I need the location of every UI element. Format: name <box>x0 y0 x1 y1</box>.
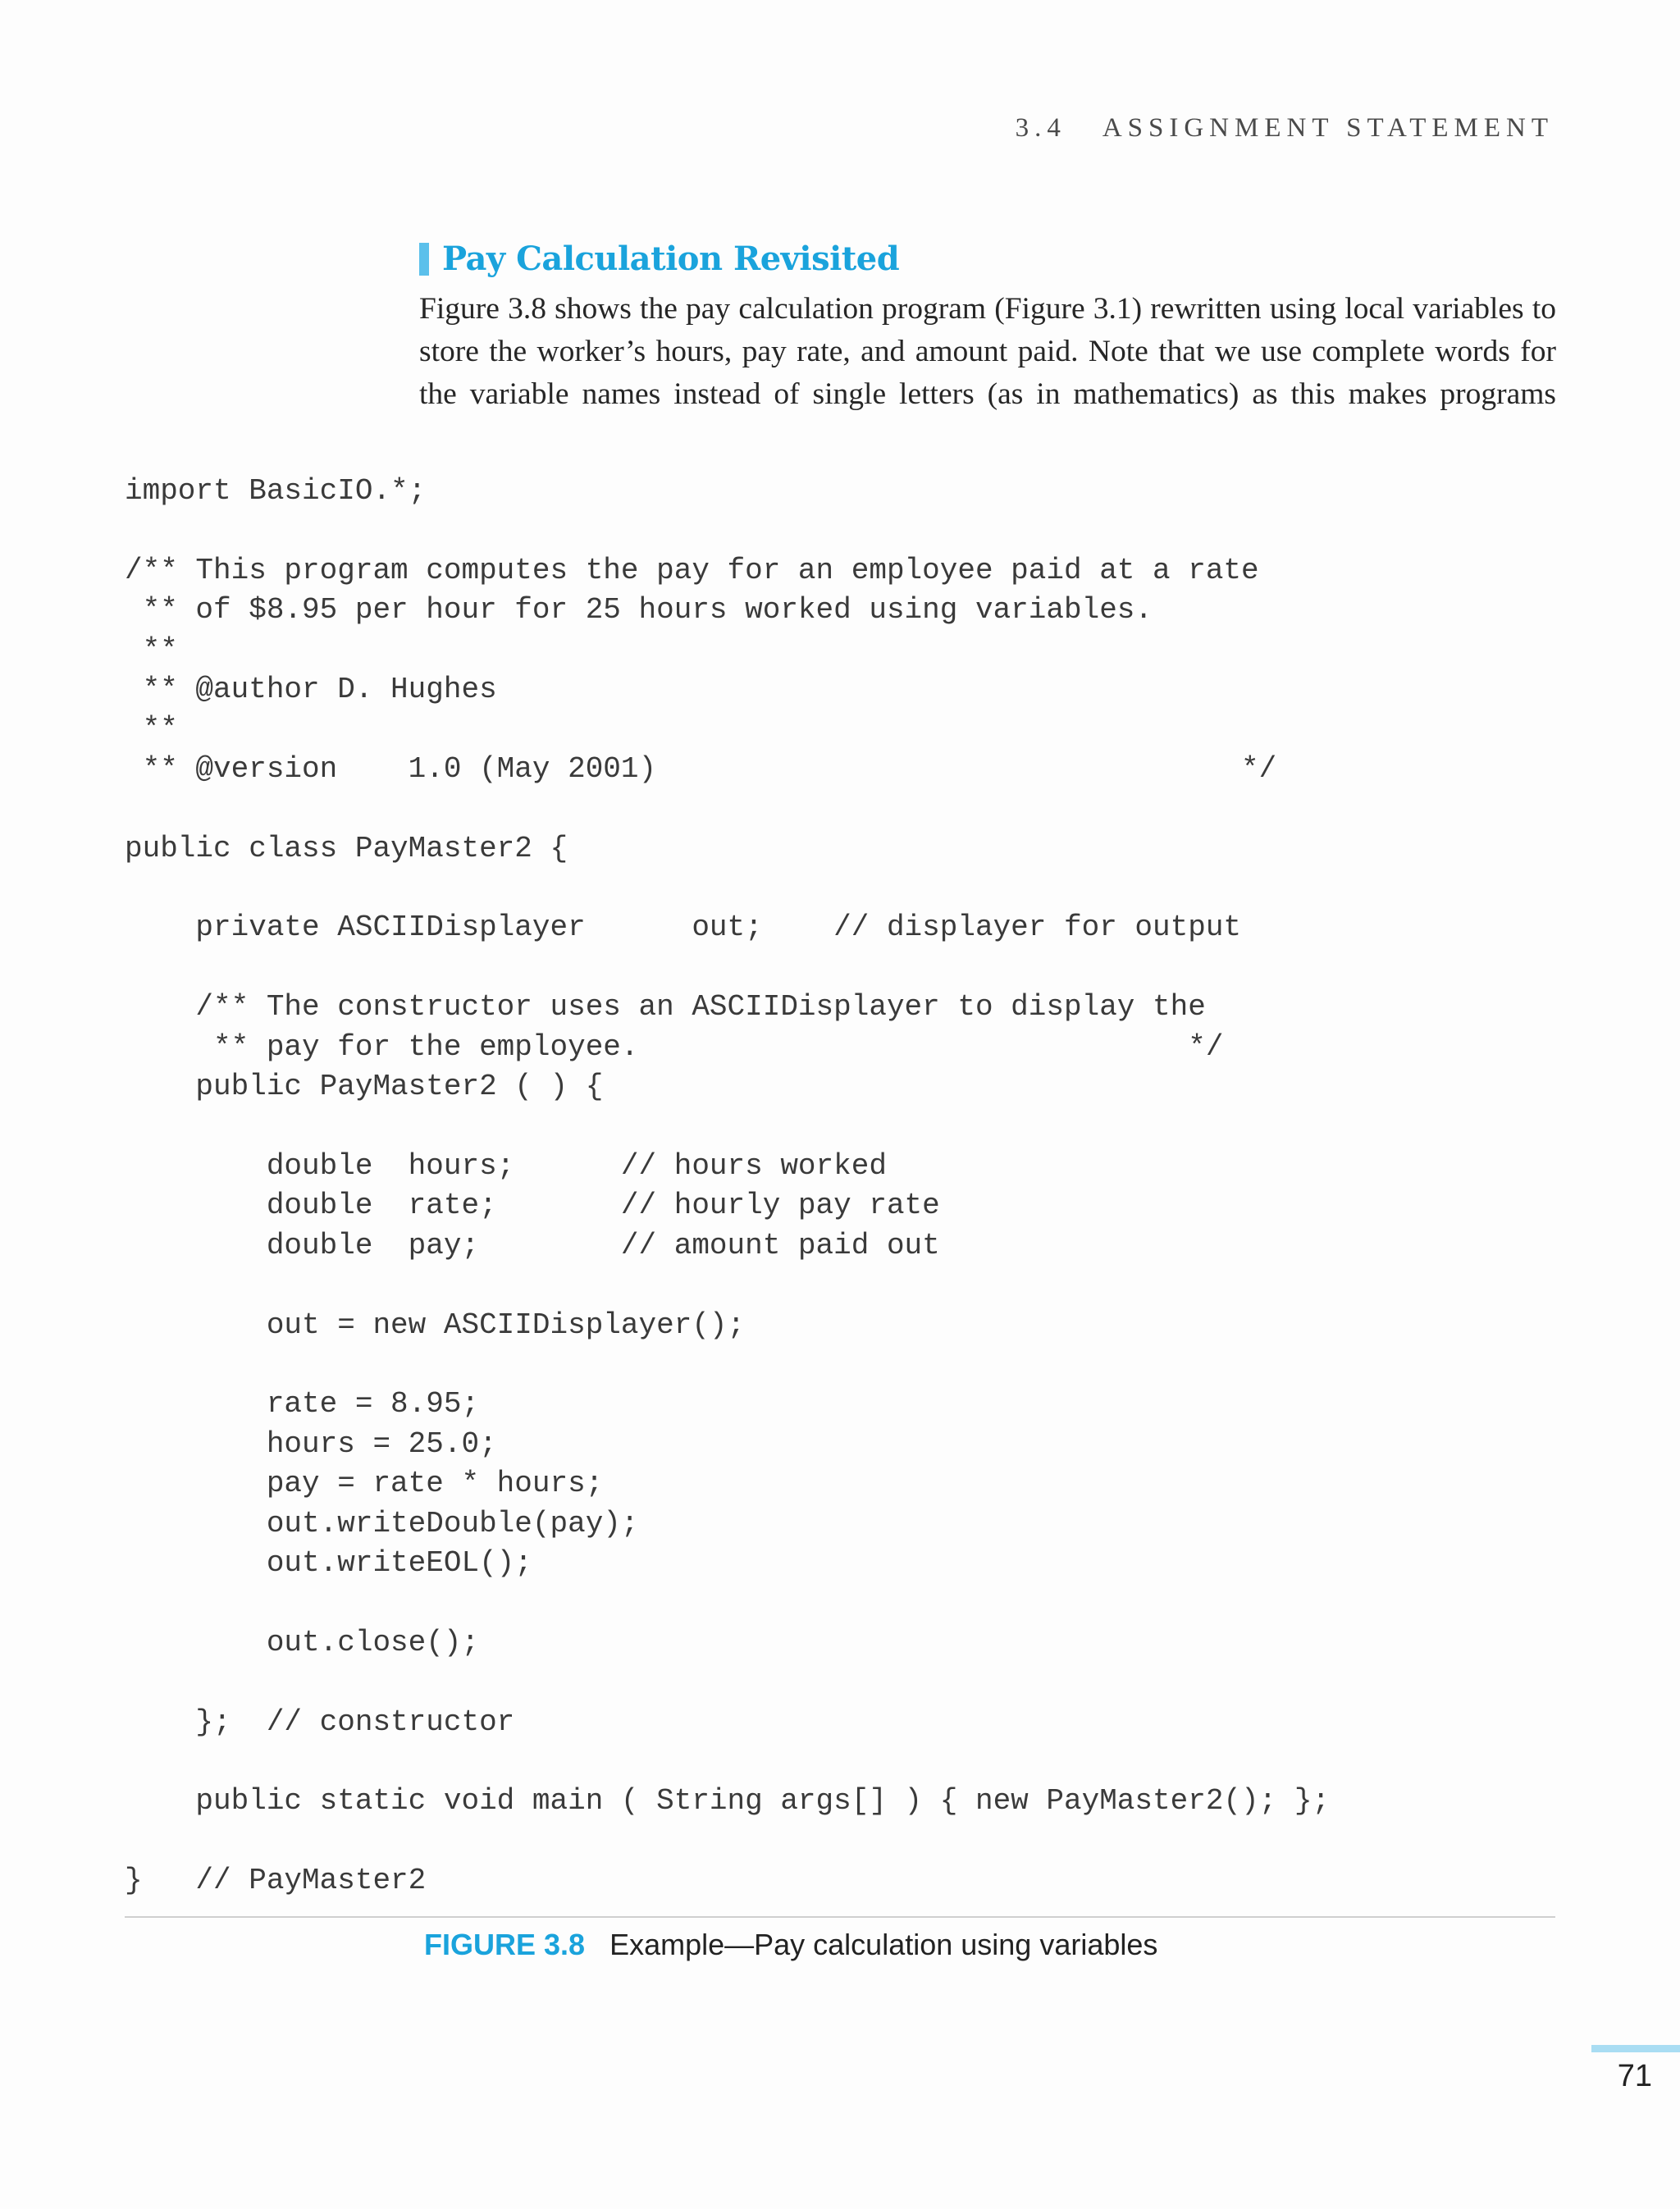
section-body-paragraph: Figure 3.8 shows the pay calculation program (Figure 3.1) rewritten using local variables to store the worker’s hours, pay rate, and amount paid. Note that we use complete words for the variable names instead of single letters (as in mathematics) as this makes programs <box>419 292 1556 411</box>
code-line: import BasicIO.*; <box>125 474 427 508</box>
running-head-section-number: 3.4 <box>1015 113 1066 143</box>
page-tab-marker <box>1591 2045 1680 2052</box>
code-line: out.close(); <box>125 1625 480 1659</box>
code-line: double hours; // hours worked <box>125 1148 887 1183</box>
figure-divider <box>125 1916 1555 1918</box>
running-head-section-title: ASSIGNMENT STATEMENT <box>1102 113 1554 143</box>
code-line: pay = rate * hours; <box>125 1467 604 1501</box>
heading-bar-marker <box>419 243 429 276</box>
figure-caption-text: Example—Pay calculation using variables <box>609 1928 1158 1961</box>
code-line: public static void main ( String args[] ) { new PayMaster2(); }; <box>125 1784 1331 1819</box>
page-number: 71 <box>1617 2059 1652 2093</box>
code-line: ** of $8.95 per hour for 25 hours worked using variables. <box>125 593 1153 628</box>
code-line: ** @version 1.0 (May 2001) */ <box>125 751 1277 786</box>
code-listing <box>125 472 1330 1901</box>
code-line: ** pay for the employee. */ <box>125 1029 1224 1064</box>
code-line: private ASCIIDisplayer out; // displayer for output <box>125 911 1242 945</box>
code-line: ** <box>125 712 178 746</box>
code-line: out = new ASCIIDisplayer(); <box>125 1308 746 1342</box>
code-line: out.writeDouble(pay); <box>125 1506 639 1540</box>
code-line: /** The constructor uses an ASCIIDisplayer to display the <box>125 990 1206 1025</box>
code-line: ** @author D. Hughes <box>125 673 497 707</box>
section-pay-calculation-revisited <box>419 240 1556 416</box>
section-heading-text: Pay Calculation Revisited <box>442 240 900 278</box>
code-line: double pay; // amount paid out <box>125 1228 940 1262</box>
code-line: }; // constructor <box>125 1705 515 1739</box>
code-line: rate = 8.95; <box>125 1387 480 1422</box>
code-line: out.writeEOL(); <box>125 1545 532 1580</box>
code-line: hours = 25.0; <box>125 1426 497 1461</box>
code-line: } // PayMaster2 <box>125 1864 427 1898</box>
running-head <box>1016 113 1554 144</box>
section-heading <box>419 240 1556 278</box>
code-line: ** <box>125 632 178 667</box>
figure-caption <box>424 1928 1157 1962</box>
figure-label: FIGURE 3.8 <box>424 1928 586 1961</box>
code-line: public class PayMaster2 { <box>125 831 568 865</box>
code-line: public PayMaster2 ( ) { <box>125 1070 604 1104</box>
code-line: /** This program computes the pay for an employee paid at a rate <box>125 553 1259 587</box>
code-line: double rate; // hourly pay rate <box>125 1189 940 1223</box>
